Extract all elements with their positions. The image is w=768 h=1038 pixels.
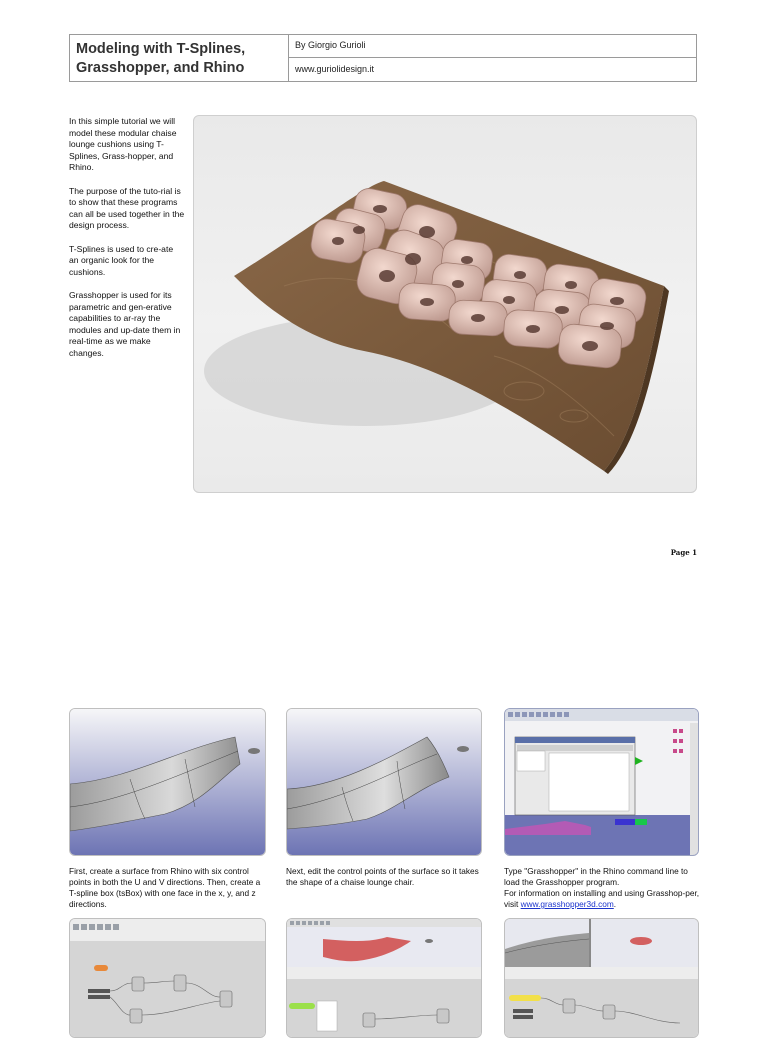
step-3-screenshot (504, 708, 699, 856)
title-line-1: Modeling with T-Splines, (76, 41, 246, 57)
step-3-caption-prefix: For information on installing and using Grasshop-per, visit (504, 888, 700, 909)
step-1-caption: First, create a surface from Rhino with six control points in both the U and V directions. Then, create a T-spline box (tsBox) with one face in the x, y, and z directions. (69, 866, 261, 909)
step-5-screenshot (286, 918, 482, 1038)
intro-paragraph-2: The purpose of the tuto-rial is to show that these programs can all be used together in the design process. (69, 185, 185, 230)
author-website[interactable]: www.guriolidesign.it (295, 64, 375, 74)
intro-paragraph-4: Grasshopper is used for its parametric and gen-erative capabilities to ar-ray the modules and up-date them in real-time as we make changes. (69, 290, 181, 358)
author-name: By Giorgio Gurioli (295, 40, 366, 50)
rhino-surface-viewport (70, 709, 265, 855)
intro-paragraph-1: In this simple tutorial we will model these modular chaise lounge cushions using T-Splines, Grass-hopper, and Rhino. (69, 116, 177, 172)
step-1-screenshot (69, 708, 266, 856)
step-4-screenshot (69, 918, 266, 1038)
step-3-caption (504, 866, 702, 910)
grasshopper-canvas (70, 919, 265, 1037)
step-3-caption-suffix: . (613, 899, 617, 909)
grasshopper-website-link[interactable]: www.grasshopper3d.com (520, 899, 614, 909)
author-cell (289, 35, 696, 58)
rhino-grasshopper-screenshot (505, 709, 698, 855)
step-3-caption-line-2 (504, 888, 702, 910)
header-table (69, 34, 697, 82)
intro-paragraph-3: T-Splines is used to cre-ate an organic look for the cushions. (69, 243, 174, 277)
step-6-screenshot (504, 918, 699, 1038)
page-number: Page 1 (670, 548, 697, 557)
render-illustration (194, 116, 696, 492)
document-title (70, 35, 289, 81)
step-2-caption: Next, edit the control points of the surface so it takes the shape of a chaise lounge chair. (286, 866, 479, 887)
rhino-grasshopper-split-view (287, 919, 481, 1037)
rhino-chaise-surface-viewport (287, 709, 481, 855)
intro-text (69, 116, 185, 371)
step-3-caption-line-1: Type "Grasshopper" in the Rhino command line to load the Grasshopper program. (504, 866, 688, 887)
title-line-2: Grasshopper, and Rhino (76, 60, 245, 76)
chaise-lounge-render (193, 115, 697, 493)
step-2-screenshot (286, 708, 482, 856)
url-cell (289, 58, 696, 81)
rhino-grasshopper-split-view-2 (505, 919, 698, 1037)
